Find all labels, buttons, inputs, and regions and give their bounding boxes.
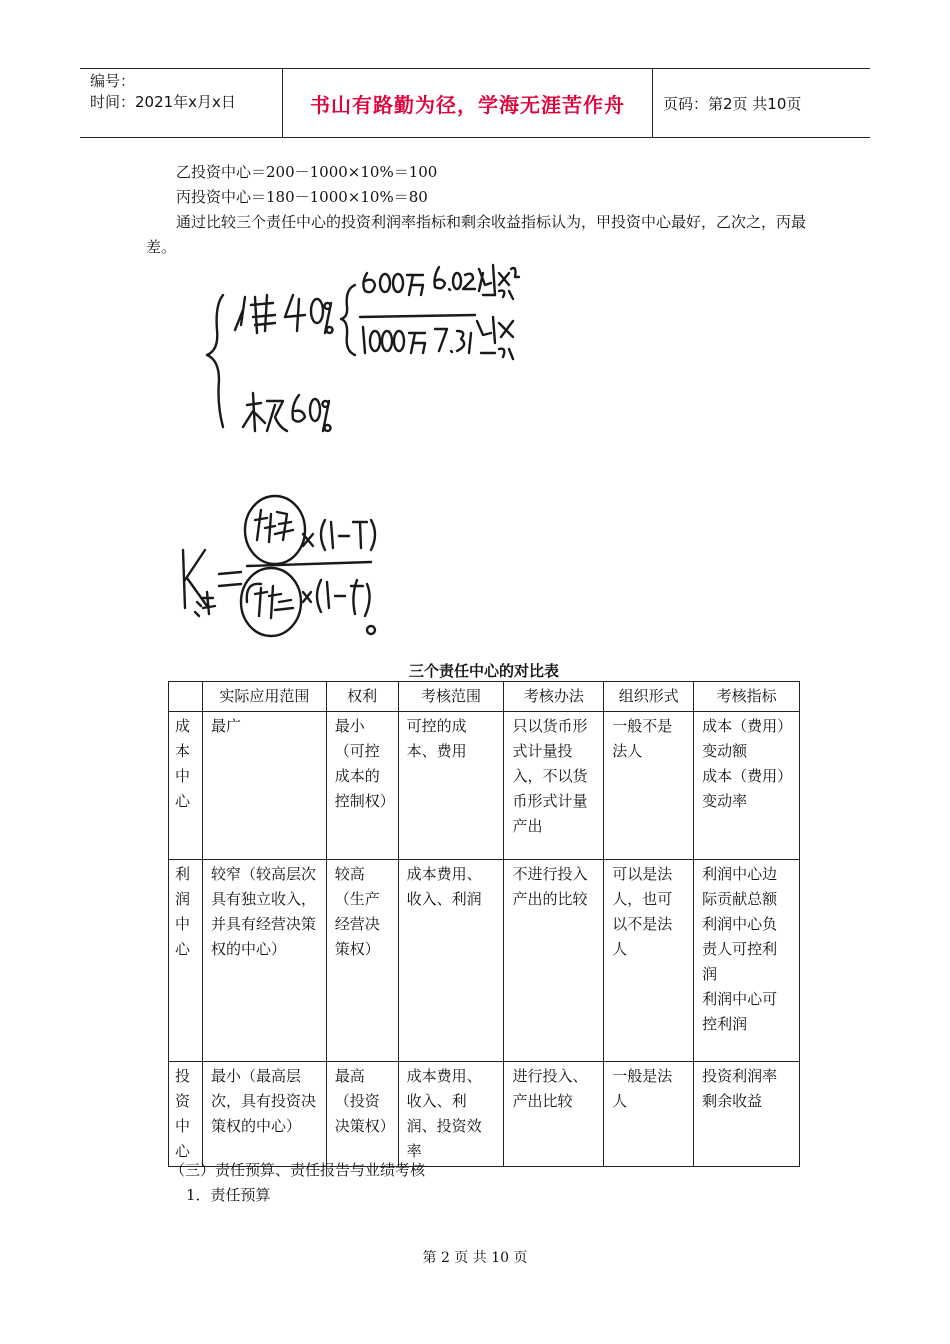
motto: 书山有路勤为径，学海无涯苦作舟 bbox=[310, 92, 625, 117]
section-heading: （三）责任预算、责任报告与业绩考核 bbox=[170, 1161, 426, 1179]
header-cell-indicators: 考核指标 bbox=[694, 682, 800, 712]
handwritten-note-cost-formula bbox=[175, 490, 385, 650]
handwritten-note-debt-equity bbox=[195, 255, 535, 435]
comparison-table bbox=[168, 681, 800, 1167]
header-right bbox=[653, 69, 870, 137]
header-cell-rights: 权利 bbox=[326, 682, 398, 712]
table-cell: 不进行投入产出的比较 bbox=[504, 860, 604, 1062]
table-cell: 可控的成本、费用 bbox=[398, 712, 504, 860]
table-cell: 较高（生产经营决策权） bbox=[326, 860, 398, 1062]
serial-label: 编号： bbox=[90, 72, 136, 90]
header-cell-scope: 实际应用范围 bbox=[202, 682, 326, 712]
table-title: 三个责任中心的对比表 bbox=[408, 662, 559, 680]
header-left bbox=[80, 69, 283, 137]
header-cell-org-form: 组织形式 bbox=[604, 682, 694, 712]
calc-line-yi: 乙投资中心＝200－1000×10%＝100 bbox=[176, 163, 438, 181]
table-cell: 一般是法人 bbox=[604, 1062, 694, 1167]
table-cell: 最小（可控成本的控制权） bbox=[326, 712, 398, 860]
conclusion-paragraph: 通过比较三个责任中心的投资利润率指标和剩余收益指标认为，甲投资中心最好，乙次之，丙最差。 bbox=[146, 213, 807, 256]
table-cell: 最广 bbox=[202, 712, 326, 860]
table-cell: 成本费用、收入、利润 bbox=[398, 860, 504, 1062]
row-label-cost-center: 成本中心 bbox=[169, 712, 203, 860]
table-row bbox=[169, 712, 800, 860]
table-row bbox=[169, 1062, 800, 1167]
table-cell: 最高（投资决策权） bbox=[326, 1062, 398, 1167]
header-middle bbox=[283, 69, 653, 137]
table-cell: 进行投入、产出比较 bbox=[504, 1062, 604, 1167]
table-header-row bbox=[169, 682, 800, 712]
table-cell: 较窄（较高层次具有独立收入，并具有经营决策权的中心） bbox=[202, 860, 326, 1062]
time-label: 时间：2021年x月x日 bbox=[90, 93, 236, 111]
header-cell-assess-range: 考核范围 bbox=[398, 682, 504, 712]
table-cell: 成本费用、收入、利润、投资效率 bbox=[398, 1062, 504, 1167]
page-footer: 第 2 页 共 10 页 bbox=[422, 1250, 528, 1266]
page-header bbox=[80, 68, 870, 138]
table-cell: 一般不是法人 bbox=[604, 712, 694, 860]
table-cell: 投资利润率 剩余收益 bbox=[694, 1062, 800, 1167]
table-cell: 只以货币形式计量投入，不以货币形式计量产出 bbox=[504, 712, 604, 860]
table-cell: 利润中心边际贡献总额 利润中心负责人可控利润 利润中心可控利润 bbox=[694, 860, 800, 1062]
table-cell: 成本（费用）变动额 成本（费用）变动率 bbox=[694, 712, 800, 860]
row-label-profit-center: 利润中心 bbox=[169, 860, 203, 1062]
calc-line-bing: 丙投资中心＝180－1000×10%＝80 bbox=[176, 188, 428, 206]
row-label-investment-center: 投资中心 bbox=[169, 1062, 203, 1167]
table-row bbox=[169, 860, 800, 1062]
header-cell-empty bbox=[169, 682, 203, 712]
table-cell: 最小（最高层次，具有投资决策权的中心） bbox=[202, 1062, 326, 1167]
subsection-item: 1．责任预算 bbox=[186, 1186, 271, 1204]
header-cell-assess-method: 考核办法 bbox=[504, 682, 604, 712]
page-label: 页码：第2页 共10页 bbox=[663, 94, 802, 113]
table-cell: 可以是法人，也可以不是法人 bbox=[604, 860, 694, 1062]
body-text bbox=[146, 160, 810, 260]
